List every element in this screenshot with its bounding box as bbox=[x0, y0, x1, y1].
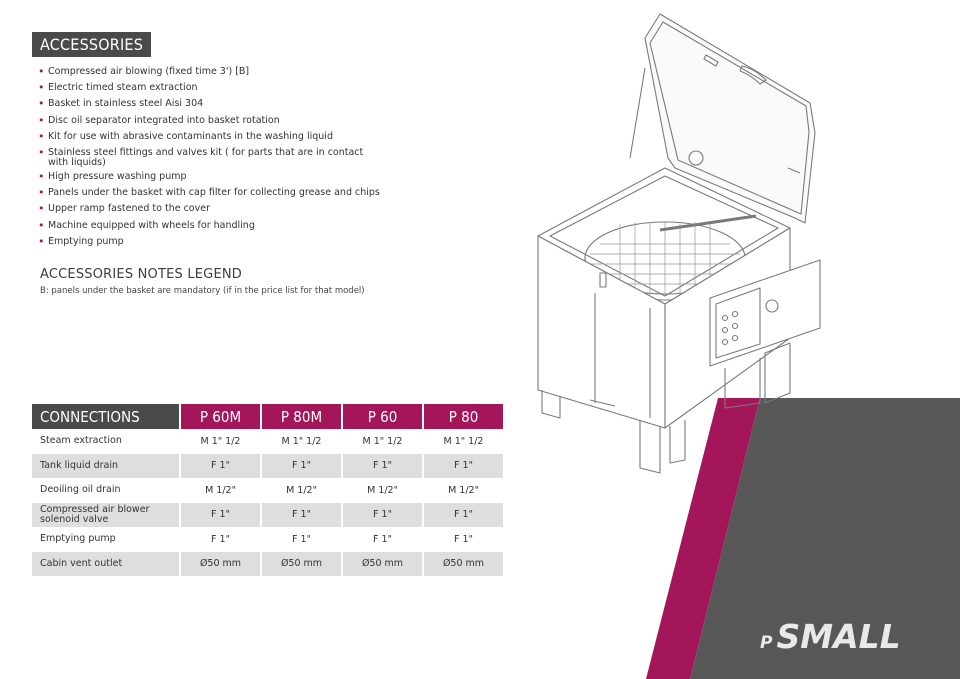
table-cell: F 1" bbox=[180, 527, 261, 552]
machine-illustration bbox=[520, 8, 830, 478]
table-cell: F 1" bbox=[423, 527, 503, 552]
table-cell: Ø50 mm bbox=[261, 552, 342, 577]
table-cell: F 1" bbox=[261, 527, 342, 552]
brand-prefix: P bbox=[760, 633, 773, 653]
table-cell: F 1" bbox=[261, 454, 342, 479]
table-cell: M 1/2" bbox=[342, 478, 423, 503]
row-label: Emptying pump bbox=[40, 533, 116, 545]
table-cell: M 1" 1/2 bbox=[342, 429, 423, 454]
table-cell: F 1" bbox=[180, 454, 261, 479]
list-item: • Kit for use with abrasive contaminants in the washing liquid bbox=[38, 132, 383, 142]
model-header: P 80M bbox=[261, 404, 342, 429]
model-header: P 60M bbox=[180, 404, 261, 429]
table-cell: F 1" bbox=[423, 503, 503, 528]
list-item: • Basket in stainless steel Aisi 304 bbox=[38, 99, 383, 109]
row-label: Tank liquid drain bbox=[32, 454, 180, 479]
connections-table bbox=[32, 404, 503, 576]
list-item: • Panels under the basket with cap filter for collecting grease and chips bbox=[38, 188, 383, 198]
accessories-list bbox=[38, 67, 383, 253]
table-cell: F 1" bbox=[342, 527, 423, 552]
table-cell: F 1" bbox=[342, 454, 423, 479]
list-item: • High pressure washing pump bbox=[38, 172, 383, 182]
table-row bbox=[32, 454, 503, 479]
table-row bbox=[32, 552, 503, 577]
table-cell: Ø50 mm bbox=[180, 552, 261, 577]
table-cell: M 1/2" bbox=[423, 478, 503, 503]
list-item: • Stainless steel fittings and valves kit ( for parts that are in contact with liquids) bbox=[38, 148, 383, 168]
table-cell: M 1/2" bbox=[180, 478, 261, 503]
table-cell: F 1" bbox=[261, 503, 342, 528]
table-cell: F 1" bbox=[180, 503, 261, 528]
row-label: Deoiling oil drain bbox=[40, 484, 121, 496]
table-cell: Ø50 mm bbox=[423, 552, 503, 577]
legend-note: B: panels under the basket are mandatory (if in the price list for that model) bbox=[40, 286, 365, 296]
table-cell: Ø50 mm bbox=[342, 552, 423, 577]
row-label: Cabin vent outlet bbox=[32, 552, 180, 577]
accessories-title: ACCESSORIES bbox=[32, 32, 151, 57]
table-row bbox=[32, 527, 503, 552]
list-item: • Compressed air blowing (fixed time 3') [B] bbox=[38, 67, 383, 77]
table-row bbox=[32, 478, 503, 503]
table-cell: F 1" bbox=[423, 454, 503, 479]
table-cell: F 1" bbox=[342, 503, 423, 528]
table-cell: M 1/2" bbox=[261, 478, 342, 503]
table-row bbox=[32, 503, 503, 528]
model-header: P 60 bbox=[342, 404, 423, 429]
table-cell: M 1" 1/2 bbox=[261, 429, 342, 454]
row-label: Compressed air blower solenoid valve bbox=[32, 503, 180, 528]
list-item: • Machine equipped with wheels for handling bbox=[38, 221, 383, 231]
table-header-row bbox=[32, 404, 503, 429]
table-row bbox=[32, 429, 503, 454]
legend-title: ACCESSORIES NOTES LEGEND bbox=[40, 267, 243, 282]
list-item: • Disc oil separator integrated into basket rotation bbox=[38, 116, 383, 126]
row-label: Steam extraction bbox=[40, 435, 122, 447]
list-item: • Electric timed steam extraction bbox=[38, 83, 383, 93]
table-cell: M 1" 1/2 bbox=[423, 429, 503, 454]
list-item: • Upper ramp fastened to the cover bbox=[38, 204, 383, 214]
connections-title: CONNECTIONS bbox=[32, 404, 180, 429]
table-cell: M 1" 1/2 bbox=[180, 429, 261, 454]
list-item: • Emptying pump bbox=[38, 237, 383, 247]
brand-logo bbox=[760, 617, 901, 656]
model-header: P 80 bbox=[423, 404, 503, 429]
brand-name: SMALL bbox=[776, 617, 901, 656]
